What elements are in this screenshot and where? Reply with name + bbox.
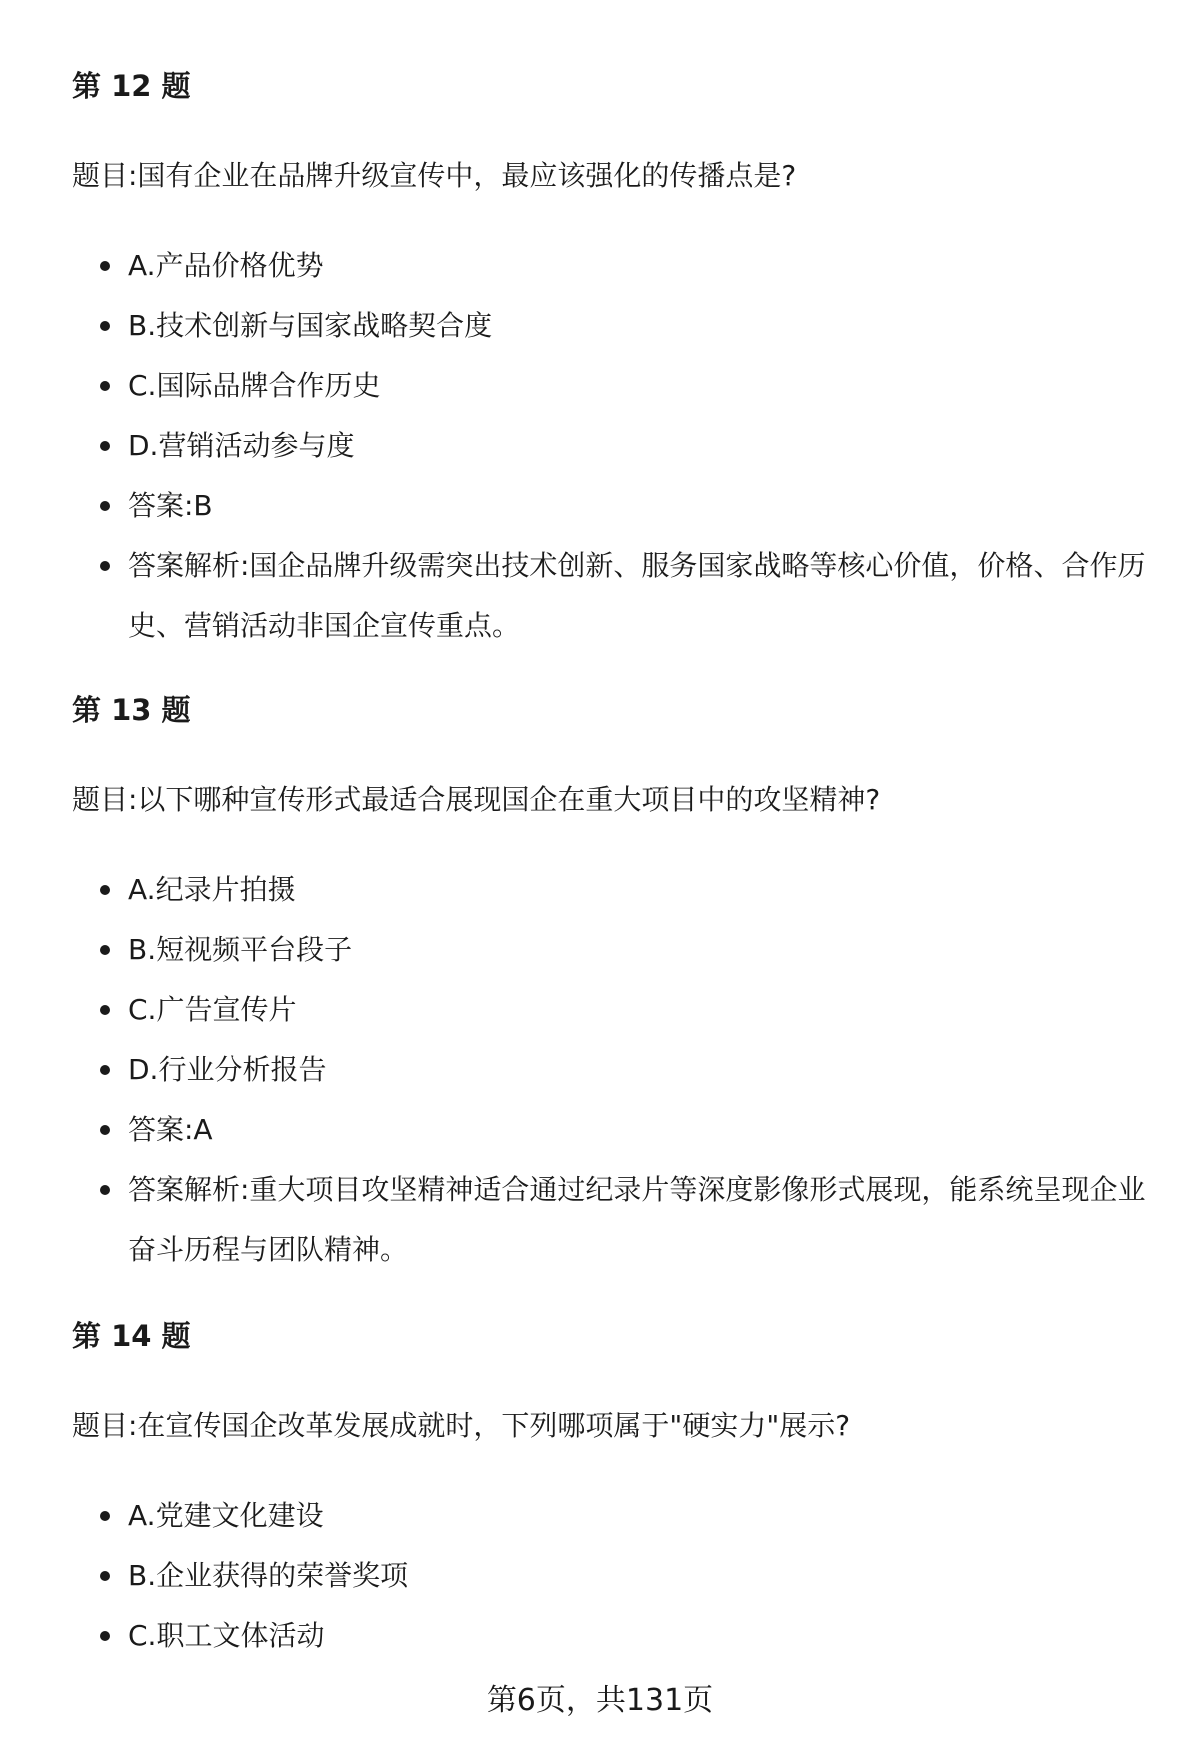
option-a: A.产品价格优势: [72, 236, 1152, 296]
answer-analysis: 答案解析:重大项目攻坚精神适合通过纪录片等深度影像形式展现，能系统呈现企业奋斗历程与团队精神。: [72, 1160, 1152, 1280]
page-number: 第6页，共131页: [486, 1683, 714, 1718]
option-a: A.纪录片拍摄: [72, 860, 1152, 920]
answer: 答案:B: [72, 476, 1152, 536]
question-stem: 题目:国有企业在品牌升级宣传中，最应该强化的传播点是?: [72, 159, 797, 192]
option-list: [72, 236, 1152, 656]
question-heading: 第 14 题: [72, 1319, 191, 1353]
answer: 答案:A: [72, 1100, 1152, 1160]
answer-analysis: 答案解析:国企品牌升级需突出技术创新、服务国家战略等核心价值，价格、合作历史、营销活动非国企宣传重点。: [72, 536, 1152, 656]
option-c: C.国际品牌合作历史: [72, 356, 1152, 416]
option-a: A.党建文化建设: [72, 1486, 1152, 1546]
option-b: B.短视频平台段子: [72, 920, 1152, 980]
option-c: C.职工文体活动: [72, 1606, 1152, 1666]
question-14: [72, 1316, 1152, 1666]
option-d: D.行业分析报告: [72, 1040, 1152, 1100]
question-stem: 题目:在宣传国企改革发展成就时，下列哪项属于"硬实力"展示?: [72, 1409, 851, 1442]
question-12: [72, 66, 1152, 656]
question-13: [72, 690, 1152, 1280]
option-b: B.企业获得的荣誉奖项: [72, 1546, 1152, 1606]
option-b: B.技术创新与国家战略契合度: [72, 296, 1152, 356]
question-stem: 题目:以下哪种宣传形式最适合展现国企在重大项目中的攻坚精神?: [72, 783, 881, 816]
option-c: C.广告宣传片: [72, 980, 1152, 1040]
question-heading: 第 13 题: [72, 693, 191, 727]
question-heading: 第 12 题: [72, 69, 191, 103]
option-list: [72, 860, 1152, 1280]
option-list: [72, 1486, 1152, 1666]
option-d: D.营销活动参与度: [72, 416, 1152, 476]
